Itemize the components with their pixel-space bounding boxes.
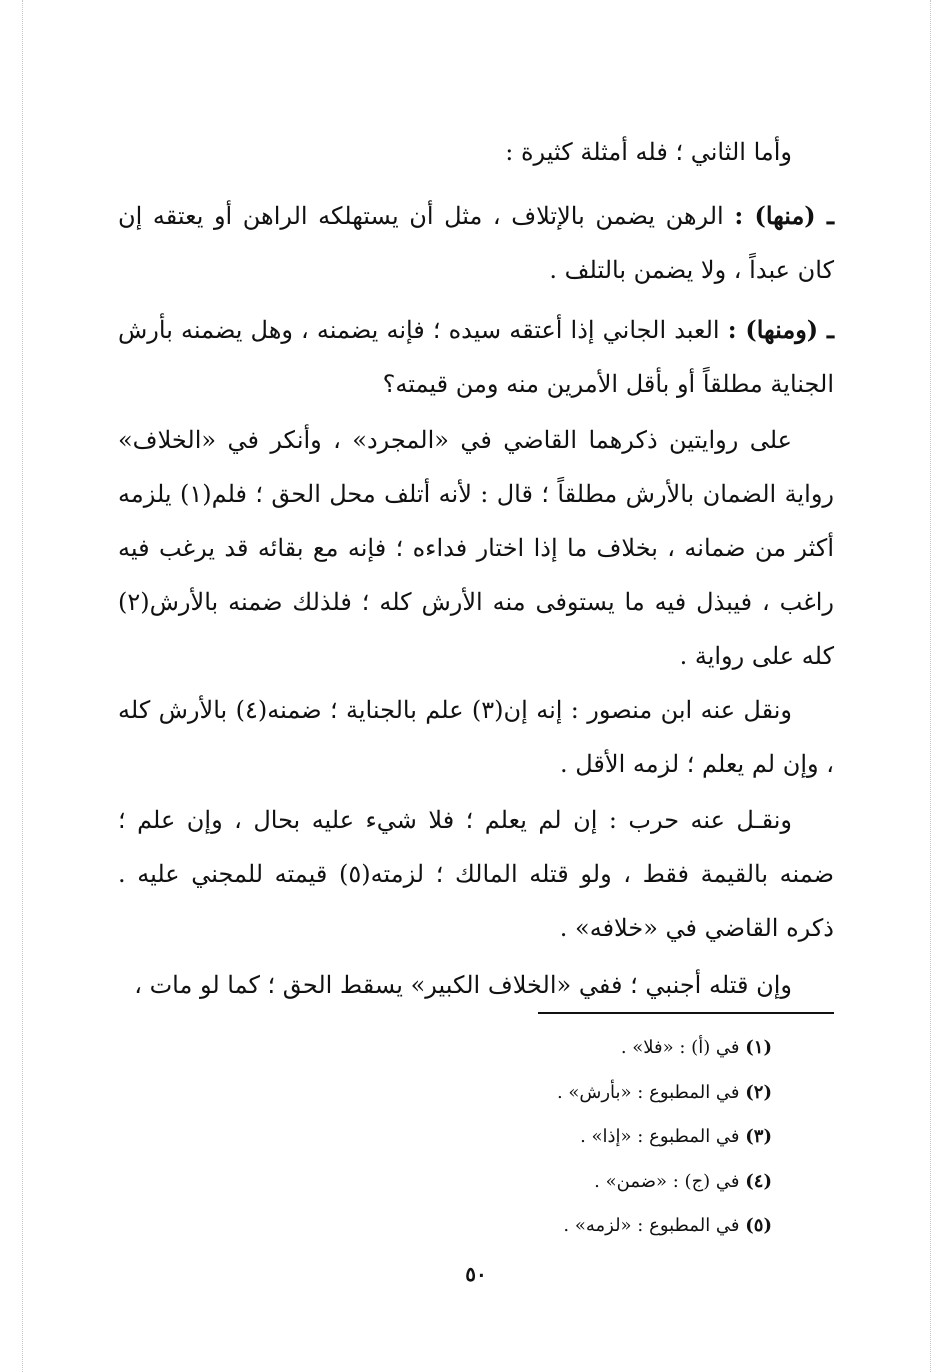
footnote-5 — [132, 1204, 772, 1249]
footnote-2-text: في المطبوع : «بأرش» . — [556, 1081, 746, 1103]
footnote-4-number: (٤) — [745, 1170, 772, 1192]
main-text-block — [118, 303, 834, 411]
footnote-1 — [132, 1026, 772, 1071]
footnote-1-text: في (أ) : «فلا» . — [620, 1037, 746, 1058]
footnote-3-text: في المطبوع : «إذا» . — [580, 1126, 746, 1147]
paragraph-5 — [118, 683, 834, 791]
main-text-block — [118, 189, 834, 297]
paragraph-1 — [118, 125, 834, 179]
scan-edge-right — [930, 0, 931, 1372]
main-text-block — [118, 413, 834, 683]
paragraph-5-text: ونقل عنه ابن منصور : إنه إن(٣) علم بالجناية ؛ ضمنه(٤) بالأرش كله ، وإن لم يعلم ؛ لزمه الأقل . — [118, 696, 834, 778]
paragraph-6 — [118, 793, 834, 955]
paragraph-6-text: ونقـل عنه حرب : إن لم يعلم ؛ فلا شيء عليه بحال ، وإن علم ؛ ضمنه بالقيمة فقط ، ولو قتله المالك ؛ لزمته(٥) قيمته للمجني عليه . ذكره القاضي في «خلافه» . — [118, 806, 835, 942]
paragraph-3-text: العبد الجاني إذا أعتقه سيده ؛ فإنه يضمنه ، وهل يضمنه بأرش الجناية مطلقاً أو بأقل الأمرين منه ومن قيمته؟ — [118, 316, 834, 398]
footnote-4-text: في (ج) : «ضمن» . — [594, 1170, 746, 1192]
footnote-4 — [132, 1160, 772, 1205]
footnote-3 — [132, 1115, 772, 1160]
footnote-1-number: (١) — [745, 1037, 772, 1058]
footnote-2 — [132, 1071, 772, 1116]
main-text-block — [118, 958, 834, 1012]
footnote-separator — [538, 1012, 834, 1014]
footnote-5-number: (٥) — [745, 1215, 772, 1236]
page-number: ٥٠ — [465, 1262, 487, 1286]
footnote-3-number: (٣) — [745, 1126, 772, 1147]
paragraph-1-text: وأما الثاني ؛ فله أمثلة كثيرة : — [505, 138, 792, 166]
paragraph-4-text: على روايتين ذكرهما القاضي في «المجرد» ، وأنكر في «الخلاف» رواية الضمان بالأرش مطلقاً ؛ قال : لأنه أتلف محل الحق ؛ فلم(١) يلزمه أكثر من ضمانه ، بخلاف ما إذا اختار فداءه ؛ فإنه مع بقائه قد يرغب فيه راغب ، فيبذل فيه ما يستوفى منه الأرش كله ؛ فلذلك ضمنه بالأرش(٢) كله على رواية . — [118, 426, 835, 670]
main-text-block — [118, 683, 834, 791]
main-text-block — [118, 125, 834, 179]
footnotes-block — [132, 1026, 772, 1249]
paragraph-3 — [118, 303, 834, 411]
paragraph-2-lead: ـ (منها) : — [734, 201, 834, 230]
paragraph-7 — [118, 958, 834, 1012]
footnote-2-number: (٢) — [745, 1081, 772, 1103]
paragraph-7-text: وإن قتله أجنبي ؛ ففي «الخلاف الكبير» يسقط الحق ؛ كما لو مات ، — [134, 971, 792, 999]
paragraph-2-text: الرهن يضمن بالإتلاف ، مثل أن يستهلكه الراهن أو يعتقه إن كان عبداً ، ولا يضمن بالتلف . — [118, 202, 834, 284]
footnote-5-text: في المطبوع : «لزمه» . — [563, 1215, 746, 1236]
scan-edge-left — [22, 0, 23, 1372]
paragraph-2 — [118, 189, 834, 297]
paragraph-4 — [118, 413, 834, 683]
paragraph-3-lead: ـ (ومنها) : — [727, 315, 834, 344]
main-text-block — [118, 793, 834, 955]
